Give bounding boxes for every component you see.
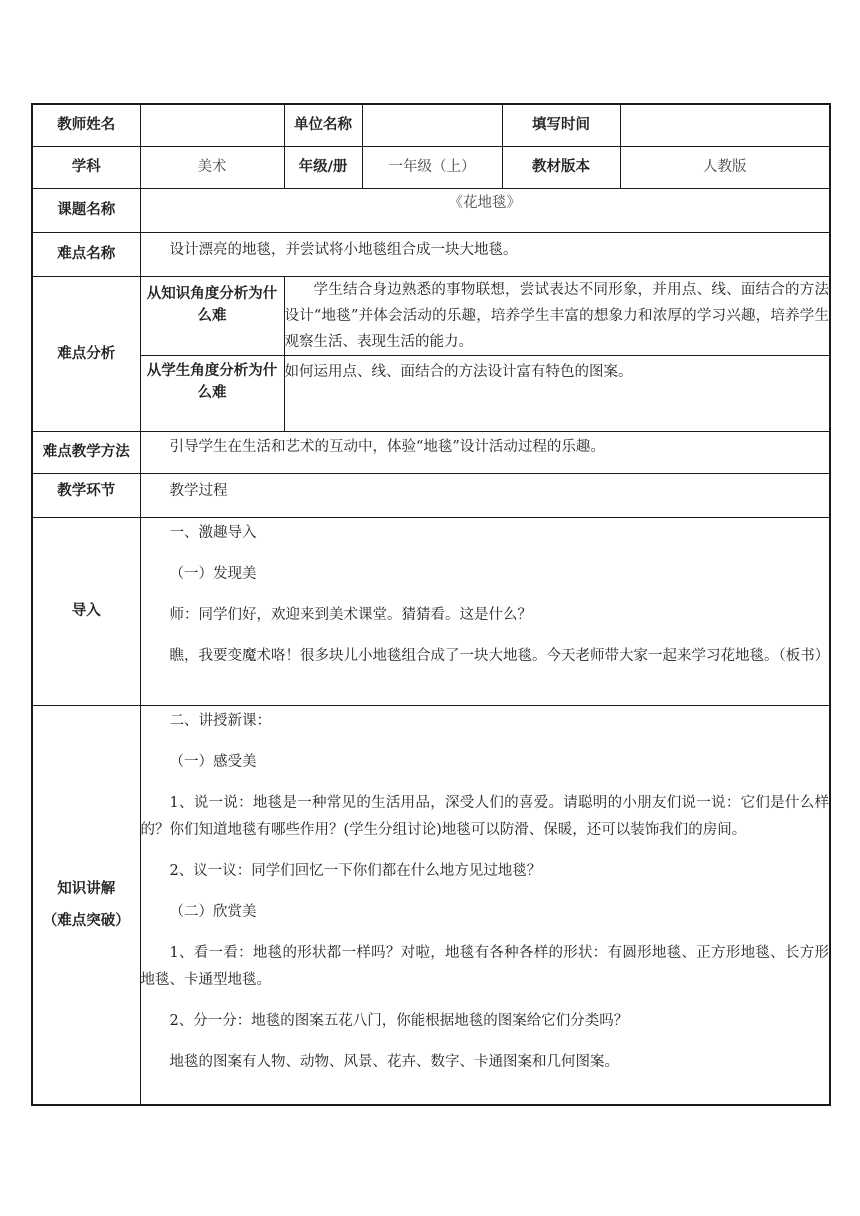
knowledge-sublabel: （难点突破） xyxy=(42,912,130,929)
subject-row xyxy=(32,146,830,188)
grade-label: 年级/册 xyxy=(284,146,362,188)
knowledge-angle-cell xyxy=(284,276,830,355)
knowledge-heading: 二、讲授新课： xyxy=(169,712,271,729)
knowledge-row xyxy=(32,705,830,1105)
knowledge-paragraph: 地毯的图案有人物、动物、风景、花卉、数字、卡通图案和几何图案。 xyxy=(169,1053,619,1070)
intro-subheading: （一）发现美 xyxy=(169,565,257,582)
intro-content xyxy=(140,517,830,705)
method-value: 引导学生在生活和艺术的互动中，体验“地毯”设计活动过程的乐趣。 xyxy=(140,431,830,473)
analysis-row-student xyxy=(32,355,830,431)
difficulty-row xyxy=(32,232,830,276)
knowledge-paragraph: 2、分一分：地毯的图案五花八门，你能根据地毯的图案给它们分类吗？ xyxy=(169,1012,629,1029)
difficulty-value: 设计漂亮的地毯，并尝试将小地毯组合成一块大地毯。 xyxy=(140,232,830,276)
knowledge-label-cell xyxy=(32,705,140,1105)
knowledge-angle-text: 学生结合身边熟悉的事物联想，尝试表达不同形象，并用点、线、面结合的方法设计“地毯”并体会活动的乐趣，培养学生丰富的想象力和浓厚的学习兴趣，培养学生观察生活、表现生活的能力。 xyxy=(284,281,829,350)
grade-value: 一年级（上） xyxy=(362,146,502,188)
process-label: 教学环节 xyxy=(32,473,140,517)
knowledge-subheading: （一）感受美 xyxy=(169,753,257,770)
knowledge-angle-label: 从知识角度分析为什么难 xyxy=(140,276,284,355)
method-row xyxy=(32,431,830,473)
fill-date-value xyxy=(620,104,830,146)
teacher-name-label: 教师姓名 xyxy=(32,104,140,146)
subject-label: 学科 xyxy=(32,146,140,188)
intro-label: 导入 xyxy=(32,517,140,705)
knowledge-content xyxy=(140,705,830,1105)
unit-name-label: 单位名称 xyxy=(284,104,362,146)
intro-row xyxy=(32,517,830,705)
process-row xyxy=(32,473,830,517)
teacher-name-value xyxy=(140,104,284,146)
knowledge-label: 知识讲解 xyxy=(57,880,116,897)
header-row xyxy=(32,104,830,146)
lesson-value: 《花地毯》 xyxy=(140,188,830,232)
student-angle-label: 从学生角度分析为什么难 xyxy=(140,355,284,431)
subject-value: 美术 xyxy=(140,146,284,188)
method-label: 难点教学方法 xyxy=(32,431,140,473)
intro-heading: 一、激趣导入 xyxy=(169,524,257,541)
difficulty-label: 难点名称 xyxy=(32,232,140,276)
analysis-label: 难点分析 xyxy=(32,276,140,431)
analysis-row-knowledge xyxy=(32,276,830,355)
edition-value: 人教版 xyxy=(620,146,830,188)
lesson-row xyxy=(32,188,830,232)
lesson-plan-table xyxy=(31,103,831,1106)
process-value: 教学过程 xyxy=(140,473,830,517)
fill-date-label: 填写时间 xyxy=(502,104,620,146)
edition-label: 教材版本 xyxy=(502,146,620,188)
unit-name-value xyxy=(362,104,502,146)
student-angle-text: 如何运用点、线、面结合的方法设计富有特色的图案。 xyxy=(284,355,830,431)
knowledge-subheading: （二）欣赏美 xyxy=(169,903,257,920)
knowledge-paragraph: 2、议一议：同学们回忆一下你们都在什么地方见过地毯？ xyxy=(169,862,542,879)
lesson-label: 课题名称 xyxy=(32,188,140,232)
intro-paragraph: 瞧，我要变魔术咯！很多块儿小地毯组合成了一块大地毯。今天老师带大家一起来学习花地毯。（板书） xyxy=(169,647,830,664)
knowledge-paragraph: 1、看一看：地毯的形状都一样吗？对啦，地毯有各种各样的形状：有圆形地毯、正方形地毯、长方形地毯、卡通型地毯。 xyxy=(140,944,829,988)
intro-paragraph: 师：同学们好，欢迎来到美术课堂。猜猜看。这是什么？ xyxy=(169,606,532,623)
knowledge-paragraph: 1、说一说：地毯是一种常见的生活用品，深受人们的喜爱。请聪明的小朋友们说一说：它们是什么样的？你们知道地毯有哪些作用？(学生分组讨论)地毯可以防滑、保暖，还可以装饰我们的房间。 xyxy=(140,794,829,838)
